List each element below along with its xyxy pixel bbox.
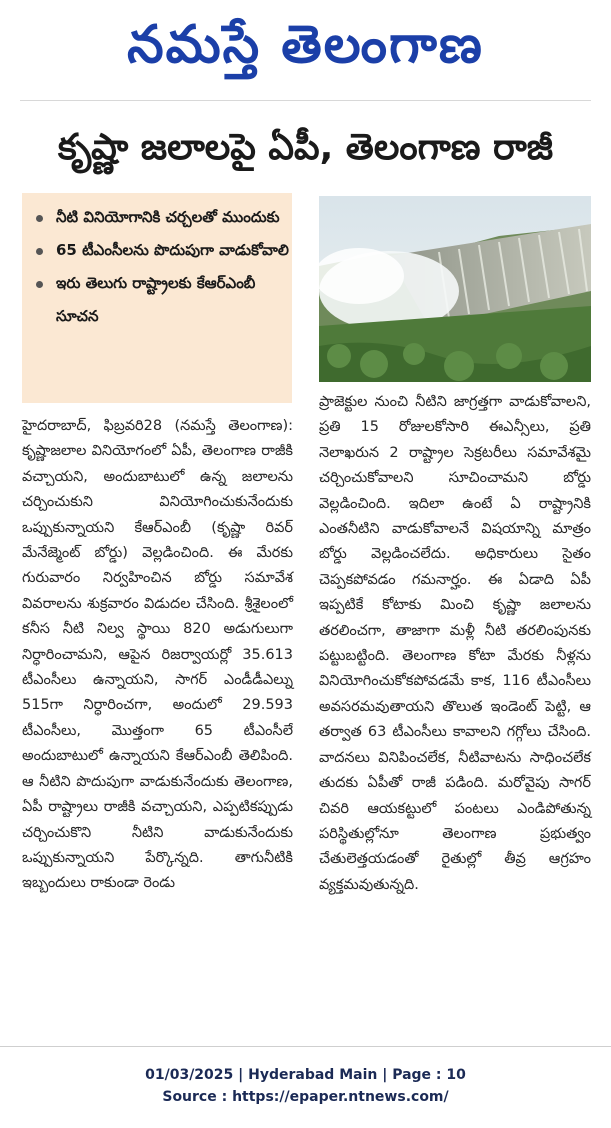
masthead	[0, 0, 611, 98]
highlight-item: నీటి వినియోగానికి చర్చలతో ముందుకు	[34, 201, 292, 234]
footer-edition-info: 01/03/2025 | Hyderabad Main | Page : 10	[145, 1067, 466, 1083]
article-body-right: ప్రాజెక్టుల నుంచి నీటిని జాగ్రత్తగా వాడుకోవాలని, ప్రతి 15 రోజులకోసారి ఈఎన్సీలు, ప్రతి నెలాఖరున 2 రాష్ట్రాల సెక్రటరీలు సమావేశమై చర్చించుకోవాలని సూచించామని బోర్డు వెల్లడించింది. ఇదిలా ఉంటే ఏ రాష్ట్రానికి ఎంతనీటిని వాడుకోవాలనే విషయాన్ని మాత్రం బోర్డు వెల్లడించలేదు. అధికారులు సైతం చెప్పకపోవడం గమనార్హం. ఈ ఏడాది ఏపీ ఇప్పటికే కోటాకు మించి కృష్ణా జలాలను తరలించగా, తాజాగా మళ్లీ నీటి తరలింపునకు పట్టుబట్టింది. తెలంగాణ కోటా మేరకు నీళ్లను వినియోగించుకోకపోవడమే కాక, 116 టీఎంసీలు అవసరమవుతాయని తొలుత ఇండెంట్ పెట్టి, ఆ తర్వాత 63 టీఎంసీలు కావాలని గగ్గోలు చేసింది. వాదనలు వినిపించలేక, నీటివాటను సాధించలేక తుదకు ఏపీతో రాజీ పడింది. మరోవైపు సాగర్ చివరి ఆయకట్టులో పంటలు ఎండిపోతున్న పరిస్థితుల్లోనూ తెలంగాణ ప్రభుత్వం చేతులెత్తయడంతో రైతుల్లో తీవ్ర ఆగ్రహం వ్యక్తమవుతున్నది.	[319, 394, 591, 893]
highlight-item: 65 టీఎంసీలను పొదుపుగా వాడుకోవాలి	[34, 234, 292, 267]
article-body-left: హైదరాబాద్, ఫిబ్రవరి28 (నమస్తే తెలంగాణ): కృష్ణాజలాల వినియోగంలో ఏపీ, తెలంగాణ రాజీకి వచ్చాయని, అందుబాటులో ఉన్న జలాలను చర్చించుకుని వినియోగించుకునేందుకు ఒప్పుకున్నాయని కేఆర్ఎంబీ (కృష్ణా రివర్ మేనేజ్మెంట్ బోర్డు) వెల్లడించింది. ఈ మేరకు గురువారం నిర్వహించిన బోర్డు సమావేశ వివరాలను శుక్రవారం విడుదల చేసింది. శ్రీశైలంలో కనీస నీటి నిల్వ స్థాయి 820 అడుగులుగా నిర్ధారించామని, ఆపైన రిజర్వాయర్లో 35.613 టీఎంసీలు ఉన్నాయని, సాగర్ ఎండీడీఎల్ను 515గా నిర్ధారించగా, అందులో 29.593 టీఎంసీలు, మొత్తంగా 65 టీఎంసీలే అందుబాటులో ఉన్నాయని కేఆర్ఎంబీ తెలిపింది. ఆ నీటిని పొదుపుగా వాడుకునేందుకు తెలంగాణ, ఏపీ రాష్ట్రాలు రాజీకి వచ్చాయని, ఎప్పటికప్పుడు చర్చించుకొని నీటిని వాడుకునేందుకు ఒప్పుకున్నాయని పేర్కొన్నది. తాగునీటికి ఇబ్బందులు రాకుండా రెండు	[22, 418, 293, 892]
highlights-box	[22, 193, 292, 403]
highlights-list	[22, 193, 292, 333]
masthead-title: నమస్తే తెలంగాణ	[127, 15, 484, 75]
masthead-divider	[20, 100, 591, 101]
footer-source: Source : https://epaper.ntnews.com/	[162, 1089, 449, 1105]
article-headline: కృష్ణా జలాలపై ఏపీ, తెలంగాణ రాజీ	[57, 127, 554, 168]
highlight-item: ఇరు తెలుగు రాష్ట్రాలకు కేఆర్ఎంబీ సూచన	[34, 267, 292, 333]
dam-photo	[319, 196, 591, 382]
footer-divider	[0, 1046, 611, 1047]
